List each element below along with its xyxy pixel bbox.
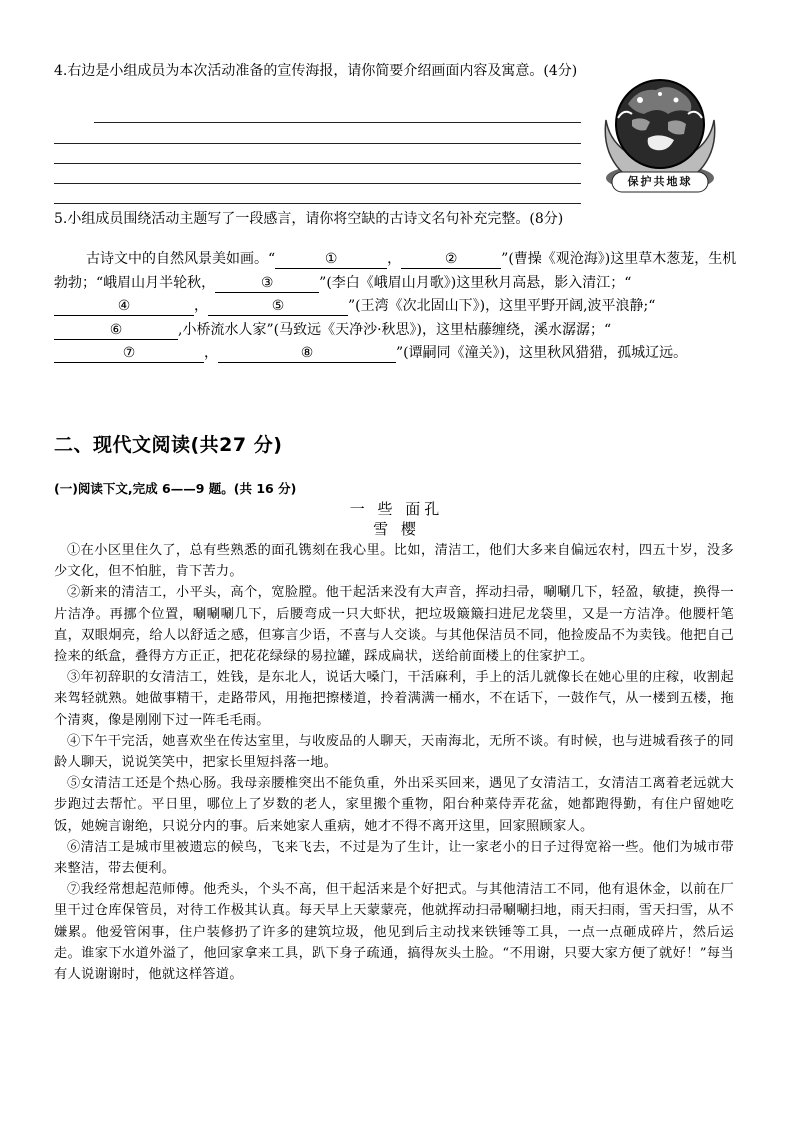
text-segment: ”(李白《峨眉山月歌》)这里秋月高悬，影入清江；“ bbox=[319, 274, 632, 291]
answer-line[interactable] bbox=[54, 183, 581, 184]
blank-6[interactable]: ⑥ bbox=[54, 321, 178, 340]
paragraph: ⑤女清洁工还是个热心肠。我母亲腰椎突出不能负重，外出采买回来，遇见了女清洁工，女清洁工离着老远就大步跑过去帮忙。平日里，哪位上了岁数的老人，家里搬个重物，阳台种菜侍弄花盆，她都跑得勤，有住户留她吃饭，她婉言谢绝，只说分内的事。后来她家人重病，她才不得不离开这里，回家照顾家人。 bbox=[54, 776, 734, 834]
answer-line[interactable] bbox=[54, 163, 581, 164]
paragraph: ②新来的清洁工，小平头，高个，宽脸膛。他干起活来没有大声音，挥动扫帚，唰唰几下，轻盈，敏捷，换得一片洁净。再挪个位置，唰唰唰几下，后腰弯成一只大虾状，把垃圾簸簸扫进尼龙袋里，又是一方洁净。他腰杆笔直，双眼炯亮，给人以舒适之感，但寡言少语，不喜与人交谈。与其他保洁员不同，他捡废品不为卖钱。他把自己捡来的纸盒，叠得方方正正，把花花绿绿的易拉罐，踩成扁状，送给前面楼上的住家护工。 bbox=[54, 585, 734, 665]
text-segment: ”(谭嗣同《潼关》)，这里秋风猎猎，孤城辽远。 bbox=[396, 345, 688, 362]
text-segment: ”(曹操《观沧海》)这里草木葱茏，生机勃勃；“峨眉山月半轮秋， bbox=[54, 251, 737, 291]
text-segment: 古诗文中的自然风景美如画。“ bbox=[86, 251, 276, 267]
paragraph: ⑥清洁工是城市里被遗忘的候鸟，飞来飞去，不过是为了生计，让一家老小的日子过得宽裕一些。他们为城市带来整洁，带去便利。 bbox=[54, 839, 734, 877]
blank-2[interactable]: ② bbox=[401, 250, 501, 269]
blank-1[interactable]: ① bbox=[275, 250, 387, 269]
article-body bbox=[54, 540, 734, 985]
fill-in-paragraph bbox=[54, 248, 744, 366]
question-4 bbox=[54, 60, 589, 82]
text-segment: ,小桥流水人家”(马致远《天净沙·秋思》)，这里枯藤缠绕，溪水潺潺；“ bbox=[178, 321, 612, 338]
paragraph: ⑦我经常想起范师傅。他秃头，个头不高，但干起活来是个好把式。与其他清洁工不同，他有退休金，以前在厂里干过仓库保管员，对待工作极其认真。每天早上天蒙蒙亮，他就挥动扫帚唰唰扫地，雨天扫雨，雪天扫雪，从不嫌累。他爱管闲事，住户装修扔了许多的建筑垃圾，他见到后主动找来铁锤等工具，一点一点砸成碎片，然后运走。谁家下水道外溢了，他回家拿来工具，趴下身子疏通，搞得灰头土脸。“不用谢，只要大家方便了就好！”每当有人说谢谢时，他就这样答道。 bbox=[54, 882, 734, 983]
blank-5[interactable]: ⑤ bbox=[208, 297, 348, 316]
paragraph: ④下午干完活，她喜欢坐在传达室里，与收废品的人聊天，天南海北，无所不谈。有时候，也与进城看孩子的同龄人聊天，说说笑笑中，把家长里短抖落一地。 bbox=[54, 733, 734, 771]
poster-image bbox=[598, 60, 722, 200]
article-author: 雪 樱 bbox=[373, 520, 420, 538]
blank-3[interactable]: ③ bbox=[215, 274, 319, 293]
question-5-text: 5.小组成员围绕活动主题写了一段感言，请你将空缺的古诗文名句补充完整。(8分) bbox=[54, 211, 564, 227]
text-segment: ， bbox=[194, 298, 208, 315]
section-title: 二、现代文阅读(共27 分) bbox=[54, 434, 283, 456]
article-title: 一 些 面孔 bbox=[349, 500, 444, 518]
blank-4[interactable]: ④ bbox=[54, 297, 194, 316]
blank-8[interactable]: ⑧ bbox=[218, 344, 396, 363]
text-segment: ”(王湾《次北固山下》)，这里平野开阔,波平浪静;“ bbox=[348, 298, 656, 315]
paragraph: ①在小区里住久了，总有些熟悉的面孔镌刻在我心里。比如，清洁工，他们大多来自偏远农村，四五十岁，没多少文化，但不怕脏，肯下苦力。 bbox=[54, 543, 734, 580]
text-segment: ， bbox=[204, 345, 218, 362]
blank-7[interactable]: ⑦ bbox=[54, 344, 204, 363]
answer-line[interactable] bbox=[54, 203, 581, 204]
question-5 bbox=[54, 208, 674, 230]
answer-line[interactable] bbox=[94, 122, 581, 123]
answer-line[interactable] bbox=[54, 143, 581, 144]
question-4-text: 4.右边是小组成员为本次活动准备的宣传海报，请你简要介绍画面内容及寓意。(4分) bbox=[54, 63, 578, 79]
section-instruction: (一)阅读下文,完成 6——9 题。(共 16 分) bbox=[54, 481, 297, 496]
text-segment: ， bbox=[387, 251, 402, 267]
paragraph: ③年初辞职的女清洁工，姓钱，是东北人，说话大嗓门，干活麻利，手上的活儿就像长在她心里的庄稼，收割起来驾轻就熟。她做事精干，走路带风，用拖把擦楼道，拎着满满一桶水，不在话下，一鼓作气，从一楼到五楼，拖个清爽，像是刚刚下过一阵毛毛雨。 bbox=[54, 670, 734, 728]
poster-caption: 保护共地球 bbox=[627, 175, 693, 188]
